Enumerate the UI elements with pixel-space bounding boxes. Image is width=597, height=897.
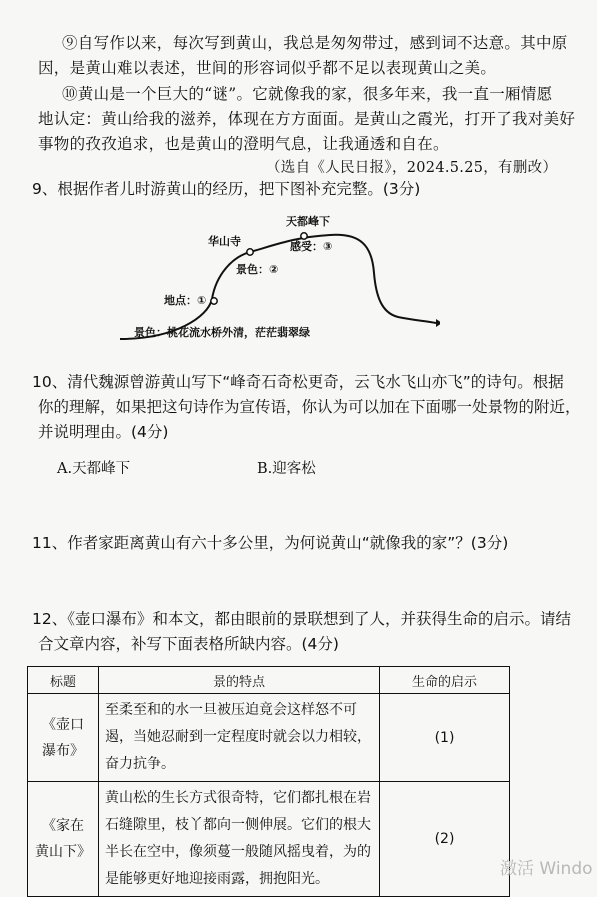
table-header-feature: 景的特点 [99, 667, 380, 694]
question-10-line2: 你的理解，如果把这句诗作为宣传语，你认为可以加在下面哪一处景物的附近， [38, 398, 581, 416]
table-cell-title [28, 782, 99, 897]
table-header-title: 标题 [28, 667, 99, 694]
answer-blank-1[interactable]: (1) [380, 694, 510, 782]
passage-p10-line1: ⑩黄山是一个巨大的“谜”。它就像我的家，很多年来，我一直一厢情愿 [62, 85, 553, 103]
feature-line: 是能够更好地迎接雨露，拥抱阳光。 [105, 871, 329, 887]
question-10-line1: 10、清代魏源曾游黄山写下“峰奇石奇松更奇，云飞水飞山亦飞”的诗句。根据 [32, 373, 564, 391]
title-line: 黄山下》 [35, 844, 91, 860]
question-12-line2: 合文章内容，补写下面表格所缺内容。(4分) [38, 635, 339, 653]
diagram-label-feeling: 感受：③ [290, 240, 333, 253]
option-b: B.迎客松 [257, 461, 316, 477]
feature-line: 半长在空中，像须蔓一般随风摇曳着，为的 [105, 844, 371, 860]
activation-watermark: 激活 Windo [500, 859, 593, 879]
insight-table [27, 666, 510, 897]
title-line: 瀑布》 [42, 742, 84, 759]
passage-p10-line3: 事物的孜孜追求，也是黄山的澄明气息，让我通透和自在。 [38, 135, 449, 153]
passage-p9-line2: 因，是黄山难以表述，世间的形容词似乎都不足以表现黄山之美。 [38, 59, 497, 77]
passage-p10-line2: 地认定：黄山给我的滋养，体现在方方面面。是黄山之霞光，打开了我对美好 [38, 110, 576, 128]
feature-line: 奋力抗争。 [105, 756, 175, 772]
option-a: A.天都峰下 [57, 461, 131, 477]
mountain-diagram [120, 205, 440, 345]
question-12-line1: 12、《壶口瀑布》和本文，都由眼前的景联想到了人，并获得生命的启示。请结 [32, 610, 571, 628]
question-11: 11、作者家距离黄山有六十多公里，为何说黄山“就像我的家”？(3分) [32, 534, 509, 552]
question-10-line3: 并说明理由。(4分) [38, 423, 169, 441]
marker-place [211, 298, 217, 304]
passage-source: （选自《人民日报》，2024.5.25，有删改） [266, 160, 558, 176]
table-cell-feature [99, 694, 380, 782]
diagram-label-top: 天都峰下 [286, 215, 330, 228]
question-9: 9、根据作者儿时游黄山的经历，把下图补充完整。(3分) [32, 180, 421, 198]
table-cell-title [28, 694, 99, 782]
arrow-head-icon [436, 319, 440, 327]
table-cell-feature [99, 782, 380, 897]
feature-line: 至柔至和的水一旦被压迫竟会这样怒不可 [105, 702, 357, 718]
diagram-label-scene1: 景色：桃花流水桥外清，茫茫翡翠绿 [134, 326, 310, 339]
feature-line: 石缝隙里，枝丫都向一侧伸展。它们的根大 [105, 817, 371, 833]
table-row [28, 694, 510, 782]
title-line: 《壶口 [42, 716, 84, 733]
table-header-insight: 生命的启示 [380, 667, 510, 694]
feature-line: 遏，当她忍耐到一定程度时就会以力相较， [105, 729, 371, 745]
mountain-path-line [120, 235, 436, 339]
answer-blank-2[interactable]: (2) [380, 782, 510, 897]
passage-p9-line1: ⑨自写作以来，每次写到黄山，我总是匆匆带过，感到词不达意。其中原 [62, 34, 568, 52]
table-header-row [28, 667, 510, 694]
diagram-label-scene2: 景色：② [236, 263, 279, 276]
marker-temple [247, 249, 253, 255]
title-line: 《家在 [42, 818, 84, 834]
diagram-label-place: 地点：① [164, 294, 207, 307]
table-row [28, 782, 510, 897]
diagram-label-temple: 华山寺 [208, 235, 241, 248]
feature-line: 黄山松的生长方式很奇特，它们都扎根在岩 [105, 790, 371, 806]
marker-peak [301, 233, 307, 239]
